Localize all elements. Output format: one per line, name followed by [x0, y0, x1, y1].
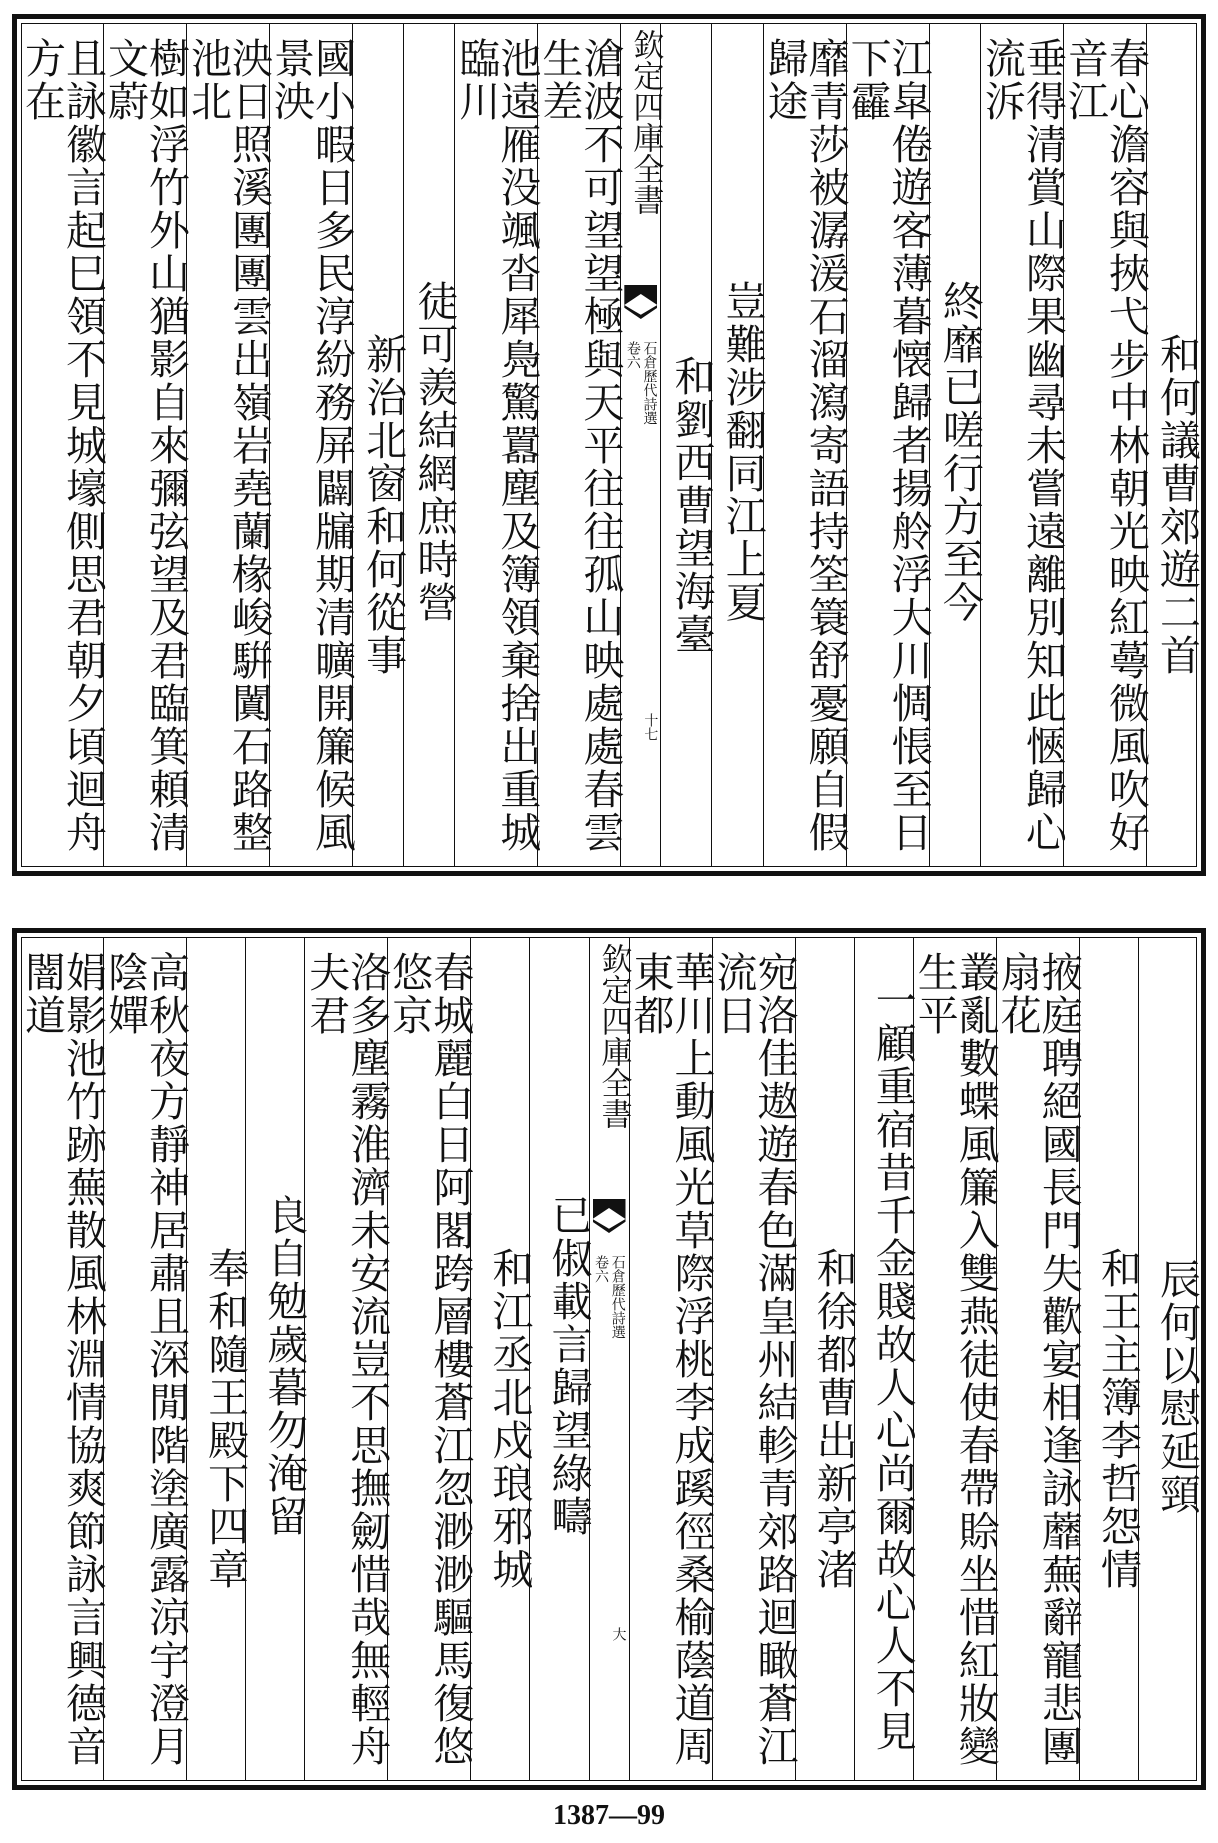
work-title: 石倉歷代詩選: [641, 341, 658, 425]
page-top: [12, 14, 1206, 876]
poem-title: 和劉西曹望海臺: [667, 354, 716, 656]
poem-title: 和王主簿李哲怨情: [1093, 1247, 1142, 1591]
text-line: 宛洛佳遨遊春色滿皇州結軫青郊路迴瞰蒼江流日: [709, 951, 799, 1768]
work-title: 石倉歷代詩選: [609, 1255, 626, 1339]
text-line: 辰何以慰延頸: [1153, 1258, 1201, 1516]
text-line: 垂得清賞山際果幽尋未嘗遠離別知此愜歸心流泝: [977, 37, 1067, 854]
text-column: [302, 937, 392, 1781]
fish-tail-ornament: [624, 285, 657, 305]
text-line: 徒可羨結網庶時營: [410, 280, 459, 624]
text-line: 國小暇日多民淳紛務屏闢牖期清曠開簾候風景泱: [266, 37, 356, 854]
poem-title: 和徐都曹出新亭渚: [809, 1247, 858, 1591]
text-column: [977, 23, 1067, 867]
book-title: 欽定四庫全書: [595, 943, 632, 1129]
poem-title: 新治北窗和何從事: [359, 333, 408, 677]
text-line: 豈難涉翻同江上夏: [718, 280, 767, 624]
text-line: 已俶載言歸望綠疇: [544, 1194, 593, 1538]
text-column: [18, 937, 107, 1781]
text-column: [709, 937, 799, 1781]
columns-bottom: [18, 937, 1201, 1781]
text-line: 洛多塵霧淮濟未安流豈不思撫劒惜哉無輕舟夫君: [302, 951, 392, 1768]
poem-title: 和江丞北戍琅邪城: [485, 1247, 534, 1591]
poem-title: 和何議曹郊遊二首: [1153, 333, 1201, 677]
text-line: 春心澹容與挾弋步中林朝光映紅蕚微風吹好音江: [1060, 37, 1150, 854]
text-line: 江皐倦遊客薄暮懐歸者揚舲浮大川惆悵至日下靃: [843, 37, 933, 854]
text-line: 終靡已嗟行方至今: [935, 280, 984, 624]
page-bottom: [12, 928, 1206, 1790]
fish-tail-ornament: [593, 1219, 626, 1233]
text-column: [854, 937, 917, 1781]
poem-title-column: [352, 23, 408, 867]
text-column: [529, 937, 593, 1781]
text-column: [403, 23, 459, 867]
text-line: 池遠雁没颯沓犀鳧驚囂塵及簿領棄捨出重城臨川: [452, 37, 542, 854]
volume-label: 卷六: [624, 341, 641, 369]
text-column: [100, 23, 190, 867]
folio-number: 大: [610, 1627, 627, 1641]
text-column: [843, 23, 933, 867]
text-column: [266, 23, 356, 867]
volume-label: 卷六: [593, 1255, 609, 1283]
text-line: 高秋夜方靜神居肅且深閒階塗廣露涼宇澄月陰嬋: [101, 951, 190, 1768]
text-column: [17, 23, 107, 867]
text-line: 泱日照溪團團雲出嶺岩堯蘭椽峻騈闐石路整池北: [183, 37, 273, 854]
book-title: 欽定四庫全書: [627, 29, 664, 215]
center-fold: [589, 937, 632, 1781]
text-column: [101, 937, 190, 1781]
text-line: 滄波不可望望極與天平往往孤山映處處春雲生差: [535, 37, 625, 854]
poem-title-column: [186, 937, 250, 1781]
text-column: [1060, 23, 1150, 867]
text-column: [183, 23, 273, 867]
poem-title-column: [1079, 937, 1142, 1781]
text-column: [626, 937, 716, 1781]
poem-title-column: [660, 23, 716, 867]
text-line: 春城麗白日阿閣跨層樓蒼江忽渺渺驅馬復悠悠京: [385, 951, 475, 1768]
text-column: [452, 23, 542, 867]
text-column: [535, 23, 625, 867]
text-column: [1138, 937, 1201, 1781]
text-line: 且詠徽言起巳領不見城壕側思君朝夕頃迴舟方在: [17, 37, 107, 854]
folio-number: 十七: [642, 713, 659, 741]
text-line: 良自勉歲暮勿淹留: [260, 1194, 309, 1538]
text-column: [760, 23, 850, 867]
text-line: 一顧重宿昔千金賤故人心尚爾故心人不見: [868, 979, 917, 1753]
page-footer-number: 1387—99: [553, 1800, 665, 1831]
poem-title: 奉和隨王殿下四章: [201, 1247, 250, 1591]
text-line: 叢亂數蝶風簾入雙燕徒使春帶賒坐惜紅妝變生平: [910, 951, 1000, 1768]
poem-title-column: [795, 937, 858, 1781]
text-line: 華川上動風光草際浮桃李成蹊徑桑榆蔭道周東都: [626, 951, 716, 1768]
poem-title-column: [470, 937, 534, 1781]
fish-tail-ornament: [593, 1199, 626, 1219]
text-line: 娟影池竹跡蕪散風林淵情協爽節詠言興德音闇道: [18, 951, 107, 1768]
text-column: [711, 23, 767, 867]
work-heading: [621, 341, 660, 425]
text-line: 靡青莎被潺湲石溜瀉寄語持筌簑舒憂願自假歸途: [760, 37, 850, 854]
text-line: 掖庭聘絕國長門失歡宴相逢詠蘼蕪辭寵悲團扇花: [993, 951, 1083, 1768]
text-line: 樹如浮竹外山猶影自來彌弦望及君臨箕頼清文蔚: [100, 37, 190, 854]
text-column: [929, 23, 984, 867]
center-fold: [620, 23, 664, 867]
text-column: [385, 937, 475, 1781]
text-column: [910, 937, 1000, 1781]
text-column: [993, 937, 1083, 1781]
text-column: [245, 937, 309, 1781]
work-heading: [590, 1255, 629, 1339]
poem-title-column: [1146, 23, 1201, 867]
columns-top: [17, 23, 1201, 867]
fish-tail-ornament: [624, 305, 657, 319]
